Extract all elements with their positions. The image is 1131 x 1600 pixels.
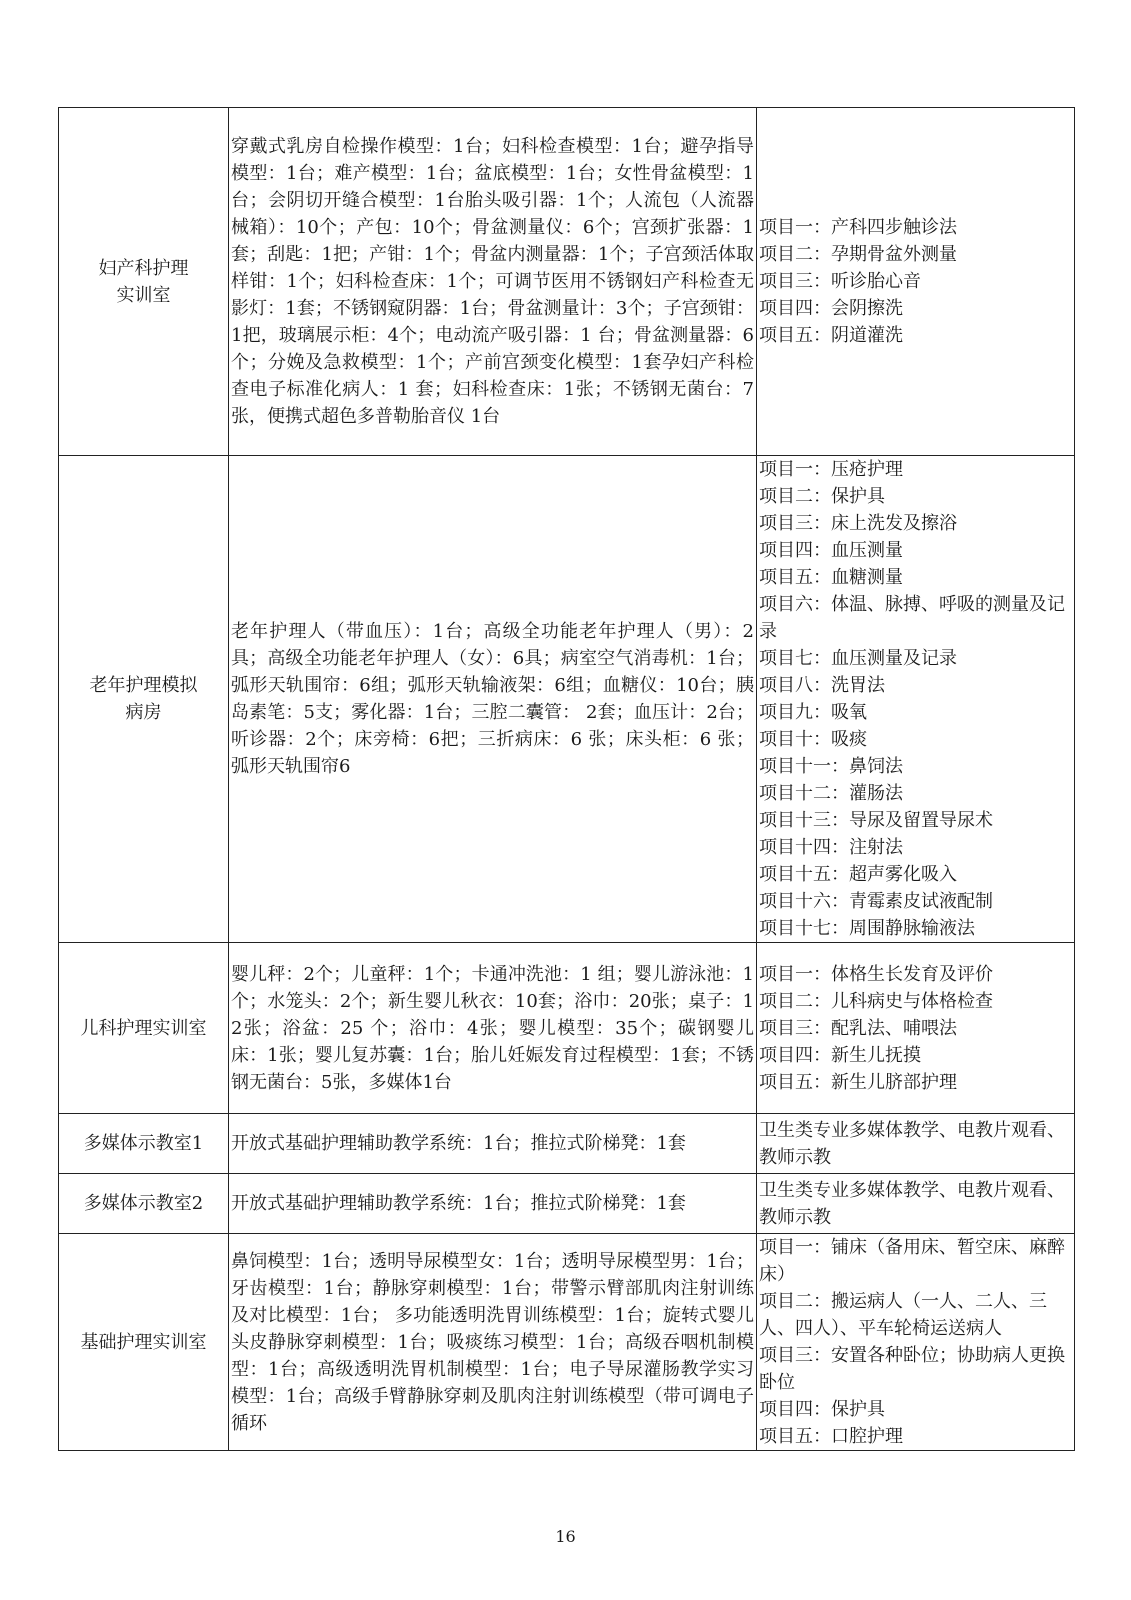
project-item: 项目四：血压测量 [759, 540, 903, 561]
equipment-cell [229, 456, 757, 943]
project-item: 项目四：保护具 [759, 1399, 885, 1420]
table-row [59, 1174, 1075, 1234]
room-name-cell [59, 943, 229, 1114]
equipment-table [58, 107, 1075, 1451]
project-item: 项目四：新生儿抚摸 [759, 1044, 921, 1066]
project-item: 项目八：洗胃法 [759, 675, 885, 696]
project-item: 项目十三：导尿及留置导尿术 [759, 810, 993, 831]
project-item: 项目三：安置各种卧位；协助病人更换卧位 [759, 1345, 1065, 1393]
project-item: 项目二：搬运病人（一人、二人、三人、四人）、平车轮椅运送病人 [759, 1291, 1047, 1339]
project-item: 项目五：阴道灌洗 [759, 325, 903, 346]
project-item: 项目四：会阴擦洗 [759, 298, 903, 319]
equipment-cell [229, 1234, 757, 1451]
projects-cell [757, 1174, 1075, 1234]
project-item: 项目二：保护具 [759, 486, 885, 507]
table-row [59, 1234, 1075, 1451]
project-item: 项目三：听诊胎心音 [759, 271, 921, 292]
equipment-cell [229, 943, 757, 1114]
projects-cell [757, 1234, 1075, 1451]
equipment-cell [229, 108, 757, 456]
equipment-cell [229, 1174, 757, 1234]
room-name: 妇产科护理 实训室 [98, 257, 189, 306]
project-item: 项目十一：鼻饲法 [759, 756, 903, 777]
project-item: 项目三：配乳法、哺喂法 [759, 1017, 957, 1039]
project-item: 项目十五：超声雾化吸入 [759, 864, 957, 885]
room-name-cell [59, 1174, 229, 1234]
room-name-cell [59, 1234, 229, 1451]
project-item: 项目十七：周围静脉输液法 [759, 918, 975, 939]
project-item: 项目一：铺床（备用床、暂空床、麻醉床） [759, 1237, 1065, 1285]
project-item: 卫生类专业多媒体教学、电教片观看、教师示教 [759, 1119, 1065, 1168]
project-item: 项目二：儿科病史与体格检查 [759, 990, 993, 1012]
projects-cell [757, 108, 1075, 456]
table-row [59, 943, 1075, 1114]
project-item: 项目十六：青霉素皮试液配制 [759, 891, 993, 912]
project-item: 项目十四：注射法 [759, 837, 903, 858]
project-item: 项目十：吸痰 [759, 729, 867, 750]
project-item: 项目二：孕期骨盆外测量 [759, 244, 957, 265]
project-item: 项目九：吸氧 [759, 702, 867, 723]
room-name: 多媒体示教室1 [83, 1133, 204, 1154]
room-name-cell [59, 108, 229, 456]
room-name: 基础护理实训室 [80, 1331, 207, 1353]
project-item: 项目六：体温、脉搏、呼吸的测量及记录 [759, 594, 1065, 642]
equipment-text: 鼻饲模型：1台；透明导尿模型女：1台；透明导尿模型男：1台；牙齿模型：1台；静脉穿刺模型：1台；带警示臂部肌肉注射训练及对比模型：1台； 多功能透明洗胃训练模型：1台；旋转式婴儿头皮静脉穿刺模型：1台；吸痰练习模型：1台；高级吞咽机制模型：1台；高级透明洗胃机制模型：1台；电子导尿灌肠教学实习模型：1台；高级手臂静脉穿刺及肌肉注射训练模型（带可调电子循环 [231, 1250, 754, 1434]
projects-cell [757, 456, 1075, 943]
room-name: 多媒体示教室2 [83, 1193, 204, 1214]
project-item: 项目五：口腔护理 [759, 1426, 903, 1447]
project-item: 项目十二：灌肠法 [759, 783, 903, 804]
project-item: 项目一：产科四步触诊法 [759, 217, 957, 238]
room-name-cell [59, 1114, 229, 1174]
room-name-cell [59, 456, 229, 943]
page-number: 16 [555, 1527, 576, 1546]
project-item: 项目五：血糖测量 [759, 567, 903, 588]
equipment-cell [229, 1114, 757, 1174]
project-item: 卫生类专业多媒体教学、电教片观看、教师示教 [759, 1179, 1065, 1228]
equipment-text: 老年护理人（带血压）：1台；高级全功能老年护理人（男）：2具；高级全功能老年护理人（女）：6具；病室空气消毒机：1台；弧形天轨围帘：6组；弧形天轨输液架：6组；血糖仪：10台；胰岛素笔：5支；雾化器：1台；三腔二囊管： 2套；血压计：2台；听诊器：2个；床旁椅：6把；三折病床：6 张；床头柜：6 张；弧形天轨围帘6 [231, 621, 754, 777]
project-item: 项目三：床上洗发及擦浴 [759, 513, 957, 534]
projects-cell [757, 1114, 1075, 1174]
equipment-text: 穿戴式乳房自检操作模型：1台；妇科检查模型：1台；避孕指导模型：1台；难产模型：1台；盆底模型：1台；女性骨盆模型：1台；会阴切开缝合模型：1台胎头吸引器：1个；人流包（人流器械箱）：10个；产包：10个；骨盆测量仪：6个；宫颈扩张器：1套；刮匙：1把；产钳：1个；骨盆内测量器：1个；子宫颈活体取样钳：1个；妇科检查床：1个；可调节医用不锈钢妇产科检查无影灯：1套；不锈钢窥阴器：1台；骨盆测量计：3个；子宫颈钳：1把，玻璃展示柜：4个；电动流产吸引器：1 台；骨盆测量器：6个；分娩及急救模型：1个；产前宫颈变化模型：1套孕妇产科检查电子标准化病人：1 套；妇科检查床：1张；不锈钢无菌台：7张，便携式超色多普勒胎音仪 1台 [231, 136, 754, 427]
project-item: 项目七：血压测量及记录 [759, 648, 957, 669]
equipment-text: 开放式基础护理辅助教学系统：1台；推拉式阶梯凳：1套 [231, 1133, 686, 1154]
project-item: 项目一：体格生长发育及评价 [759, 963, 993, 985]
table-row [59, 456, 1075, 943]
room-name: 儿科护理实训室 [80, 1017, 207, 1039]
equipment-text: 婴儿秤：2个；儿童秤：1个；卡通冲洗池：1 组；婴儿游泳池：1个；水笼头：2个；新生婴儿秋衣：10套；浴巾：20张；桌子：12张；浴盆：25 个；浴巾：4张；婴儿模型：35个；碳钢婴儿床：1张；婴儿复苏囊：1台；胎儿妊娠发育过程模型：1套；不锈钢无菌台：5张，多媒体1台 [231, 963, 754, 1093]
project-item: 项目一：压疮护理 [759, 459, 903, 480]
equipment-text: 开放式基础护理辅助教学系统：1台；推拉式阶梯凳：1套 [231, 1193, 686, 1214]
table-row [59, 108, 1075, 456]
project-item: 项目五：新生儿脐部护理 [759, 1071, 957, 1093]
table-row [59, 1114, 1075, 1174]
projects-cell [757, 943, 1075, 1114]
room-name: 老年护理模拟 病房 [89, 675, 198, 723]
